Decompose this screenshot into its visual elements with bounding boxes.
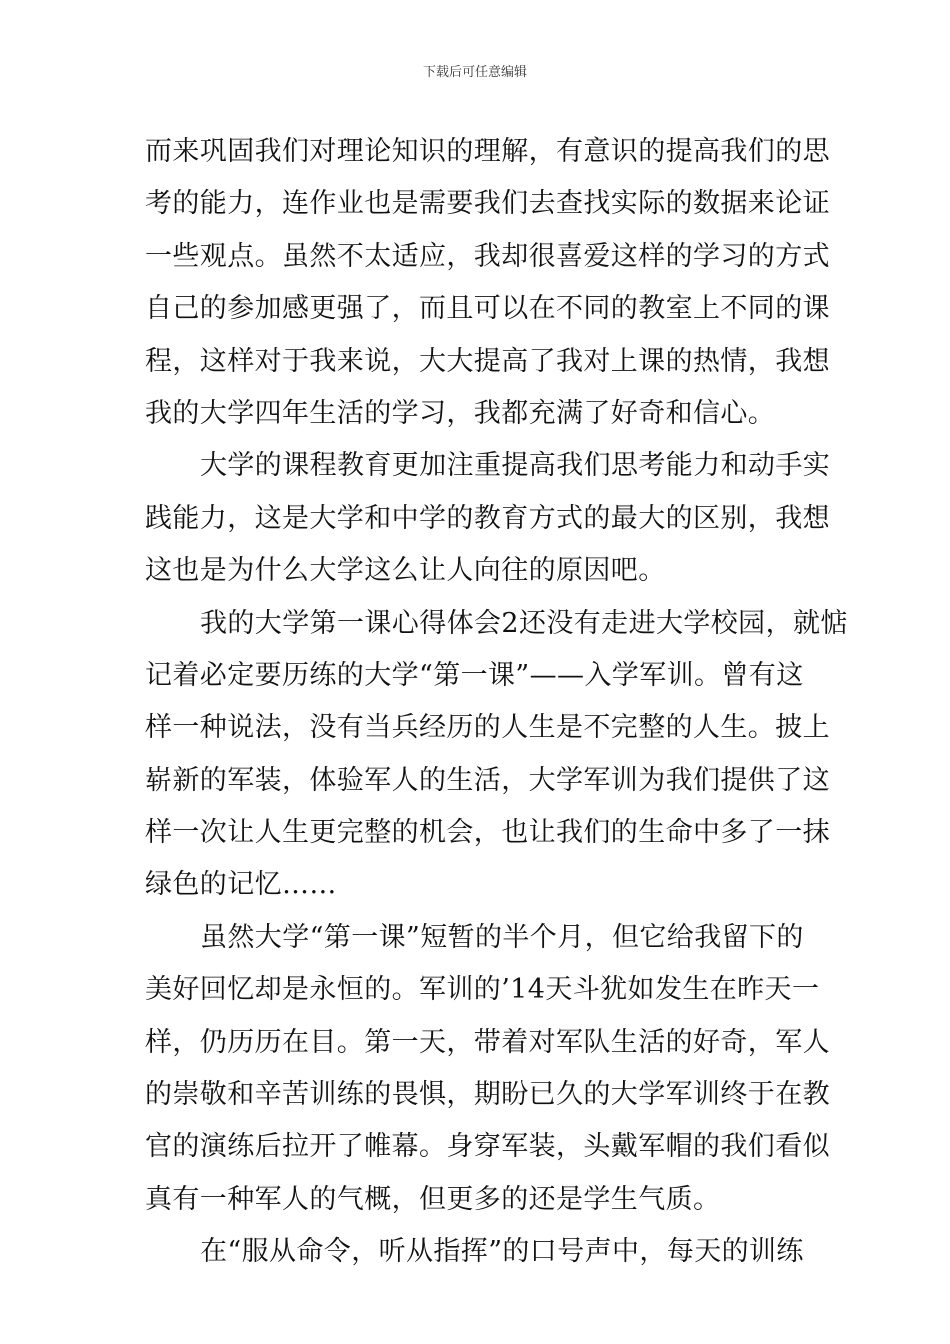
paragraph-1 <box>145 126 830 440</box>
text-line: 真有一种军人的气概，但更多的还是学生气质。 <box>145 1183 721 1215</box>
page-header: 下载后可任意编辑 <box>422 65 527 80</box>
text-line: 样一种说法，没有当兵经历的人生是不完整的人生。披上 <box>145 712 830 744</box>
text-line: 的崇敬和辛苦训练的畏惧，期盼已久的大学军训终于在教 <box>145 1079 830 1111</box>
text-line: 在“服从命令，听从指挥”的口号声中，每天的训练 <box>200 1236 804 1268</box>
text-line: 样，仍历历在目。第一天，带着对军队生活的好奇，军人 <box>145 1026 830 1058</box>
text-line: 大学的课程教育更加注重提高我们思考能力和动手实 <box>200 450 831 482</box>
text-line: 自己的参加感更强了，而且可以在不同的教室上不同的课 <box>145 293 830 325</box>
text-line: 这也是为什么大学这么让人向往的原因吧。 <box>145 555 666 587</box>
text-line: 我的大学四年生活的学习，我都充满了好奇和信心。 <box>145 397 776 429</box>
paragraph-4 <box>145 912 830 1226</box>
paragraph-3 <box>145 598 848 912</box>
text-line: 样一次让人生更完整的机会，也让我们的生命中多了一抹 <box>145 817 830 849</box>
text-line: 而来巩固我们对理论知识的理解，有意识的提高我们的思 <box>145 136 830 167</box>
paragraph-2 <box>145 440 831 597</box>
text-line: 考的能力，连作业也是需要我们去查找实际的数据来论证 <box>145 188 830 220</box>
text-line: 践能力，这是大学和中学的教育方式的最大的区别，我想 <box>145 502 830 534</box>
text-line: 我的大学第一课心得体会2还没有走进大学校园，就惦 <box>200 607 848 639</box>
text-line: 虽然大学“第一课”短暂的半个月，但它给我留下的 <box>200 921 804 953</box>
text-line: 美好回忆却是永恒的。军训的’14天斗犹如发生在昨天一 <box>145 974 820 1006</box>
text-line: 程，这样对于我来说，大大提高了我对上课的热情，我想 <box>145 345 830 377</box>
text-line: 记着必定要历练的大学“第一课”——入学军训。曾有这 <box>145 659 804 691</box>
text-line: 绿色的记忆…… <box>145 869 337 901</box>
text-line: 崭新的军装，体验军人的生活，大学军训为我们提供了这 <box>145 764 830 796</box>
document-body <box>145 126 848 1279</box>
paragraph-5 <box>145 1226 807 1278</box>
text-line: 官的演练后拉开了帷幕。身穿军装，头戴军帽的我们看似 <box>145 1131 830 1163</box>
text-line: 一些观点。虽然不太适应，我却很喜爱这样的学习的方式 <box>145 240 830 272</box>
